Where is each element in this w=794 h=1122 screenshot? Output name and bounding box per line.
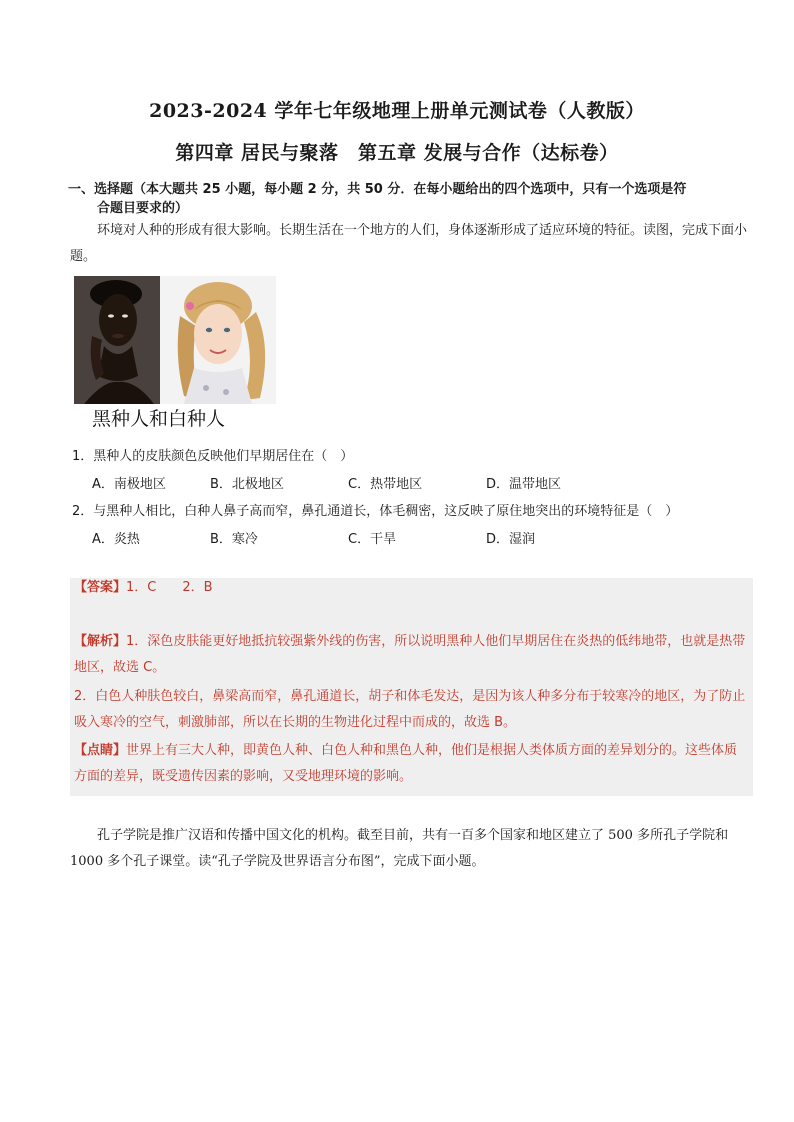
q2-option-b[interactable]: B．寒冷 xyxy=(210,532,258,547)
section-heading xyxy=(68,180,748,218)
blonde-girl-photo xyxy=(160,276,276,404)
analysis-block xyxy=(74,629,750,681)
q1-option-c[interactable]: C．热带地区 xyxy=(348,477,423,492)
analysis-2: 2．白色人种肤色较白，鼻梁高而窄，鼻孔通道长，胡子和体毛发达，是因为该人种多分布于较寒冷的地区，为了防止吸入寒冷的空气，刺激肺部，所以在长期的生物进化过程中而成的，故选 B。 xyxy=(74,689,746,730)
q1-option-d[interactable]: D．温带地区 xyxy=(486,477,562,492)
question-2-stem: 2．与黑种人相比，白种人鼻子高而窄，鼻孔通道长，体毛稠密，这反映了原住地突出的环境特征是（ ） xyxy=(72,504,679,519)
page-title: 2023-2024 学年七年级地理上册单元测试卷（人教版） xyxy=(149,100,645,122)
section-heading-line1: 一、选择题（本大题共 25 小题，每小题 2 分，共 50 分．在每小题给出的四个选项中，只有一个选项是符 xyxy=(68,182,687,197)
answer-line xyxy=(74,575,750,601)
tip-label: 【点睛】 xyxy=(74,743,127,758)
section-heading-line2: 合题目要求的） xyxy=(97,201,189,216)
answer-text: 1．C 2．B xyxy=(126,580,213,595)
analysis-1: 1．深色皮肤能更好地抵抗较强紫外线的伤害，所以说明黑种人他们早期居住在炎热的低纬地带，也就是热带地区，故选 C。 xyxy=(74,634,746,675)
page-subtitle: 第四章 居民与聚落 第五章 发展与合作（达标卷） xyxy=(175,142,619,164)
q1-option-b[interactable]: B．北极地区 xyxy=(210,477,284,492)
q2-option-a[interactable]: A．炎热 xyxy=(92,532,140,547)
dark-skinned-woman-photo xyxy=(74,276,160,404)
q2-option-c[interactable]: C．干旱 xyxy=(348,532,397,547)
tip-text: 世界上有三大人种，即黄色人种、白色人种和黑色人种，他们是根据人类体质方面的差异划分的。这些体质方面的差异，既受遗传因素的影响，又受地理环境的影响。 xyxy=(74,743,738,784)
figure-caption: 黑种人和白种人 xyxy=(92,408,226,430)
answer-label: 【答案】 xyxy=(74,580,127,595)
tip-block xyxy=(74,738,750,790)
analysis-label: 【解析】 xyxy=(74,634,127,649)
q1-option-a[interactable]: A．南极地区 xyxy=(92,477,166,492)
q2-option-d[interactable]: D．湿润 xyxy=(486,532,536,547)
intro-paragraph: 环境对人种的形成有很大影响。长期生活在一个地方的人们，身体逐渐形成了适应环境的特征。读图，完成下面小题。 xyxy=(70,223,748,264)
question-1-stem: 1．黑种人的皮肤颜色反映他们早期居住在（ ） xyxy=(72,449,354,464)
confucius-paragraph: 孔子学院是推广汉语和传播中国文化的机构。截至目前，共有一百多个国家和地区建立了 500 多所孔子学院和 1000 多个孔子课堂。读“孔子学院及世界语言分布图”，完成下面小题。 xyxy=(70,828,729,869)
